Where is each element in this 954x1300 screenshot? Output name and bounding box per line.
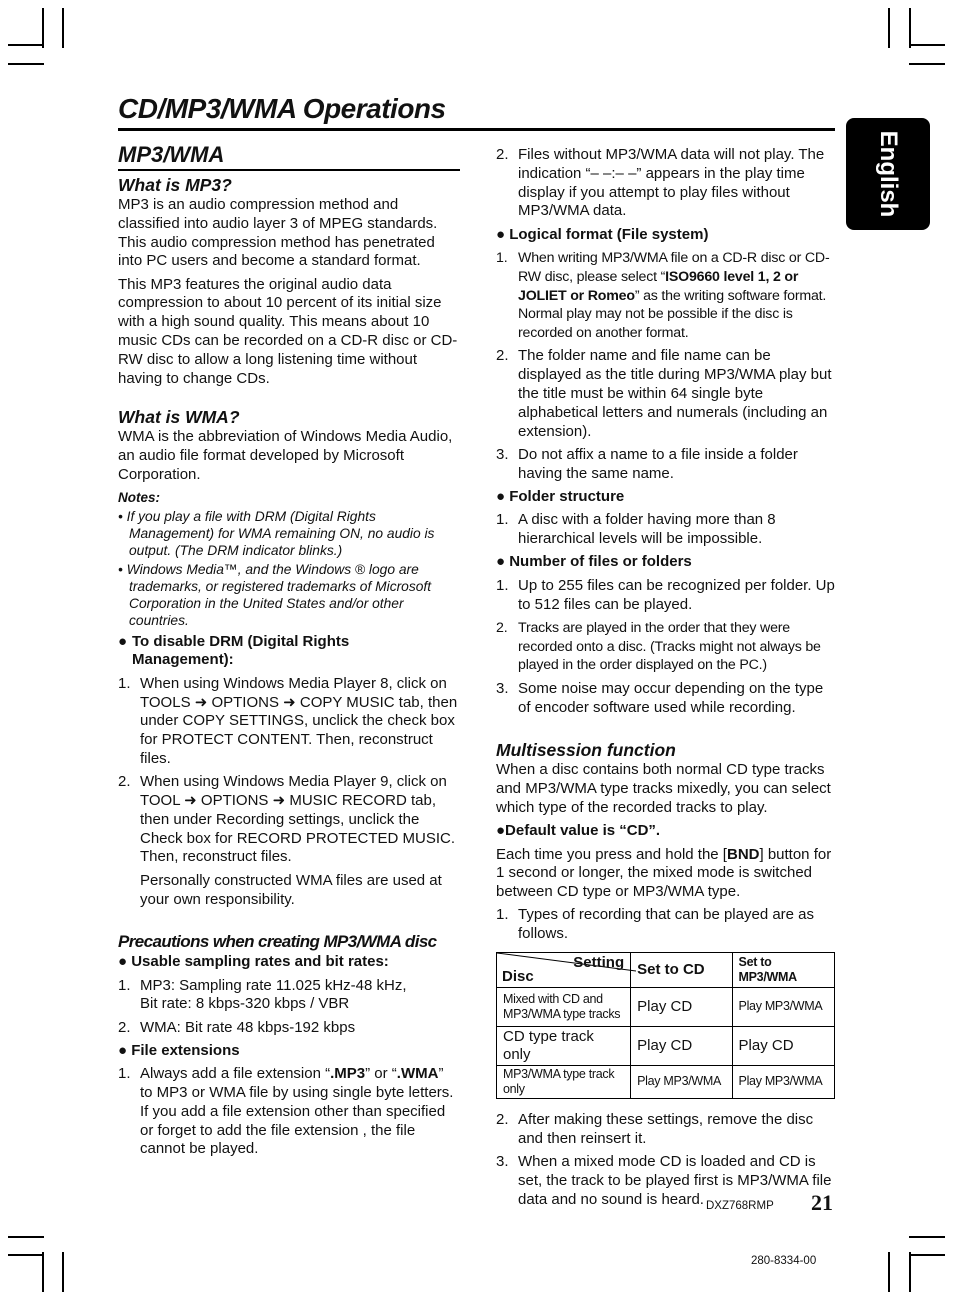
note-item: • Windows Media™, and the Windows ® logo are trademarks, or registered trademarks of Microsoft Corporation in the United States and/or other countries. — [118, 561, 432, 628]
list-text: ” or “ — [365, 1065, 397, 1083]
cell-cd: Play CD — [631, 987, 732, 1026]
note-item: • If you play a file with DRM (Digital Rights Management) for WMA remaining ON, no audio is output. (The DRM indicator blinks.) — [118, 508, 435, 558]
model-number: DXZ768RMP — [706, 1200, 774, 1212]
drm-heading — [118, 633, 460, 671]
list-number: 1. — [118, 1065, 131, 1083]
list-number: 3. — [496, 445, 509, 463]
list-text: Do not affix a name to a file inside a folder having the same name. — [518, 445, 798, 482]
list-text: Tracks are played in the order that they were recorded onto a disc. (Tracks might not always be played in the order displayed on the PC.) — [518, 619, 821, 674]
document-code: 280-8334-00 — [751, 1255, 817, 1267]
list-number: 1. — [496, 249, 508, 266]
list-text: Up to 255 files can be recognized per folder. Up to 512 files can be played. — [518, 576, 835, 613]
list-text: When writing MP3/WMA file on a CD-R disc or CD-RW disc, please select “ — [518, 249, 830, 285]
crop-mark — [909, 1254, 945, 1256]
cell-mp3: Play MP3/WMA — [732, 1065, 834, 1098]
crop-mark — [62, 1252, 64, 1292]
list-text: Always add a file extension “ — [140, 1065, 331, 1083]
list-number: 2. — [118, 773, 131, 791]
crop-mark — [909, 44, 945, 46]
notes-heading: Notes: — [118, 489, 161, 505]
list-text: When using Windows Media Player 9, click on TOOL ➜ OPTIONS ➜ MUSIC RECORD tab, then under Recording settings, unclick the Check box for RECORD PROTECTED MUSIC. Then, reconstruct files. — [140, 773, 456, 866]
row-label: Mixed with CD and MP3/WMA type tracks — [497, 987, 631, 1026]
list-item — [118, 675, 460, 769]
folder-structure-heading: ● Folder structure — [496, 488, 625, 506]
crop-mark — [8, 44, 44, 46]
page-title: CD/MP3/WMA Operations — [118, 93, 446, 124]
list-text: ” as the writing software format. Normal play may not be possible if the disc is recorded on another format. — [518, 287, 827, 342]
mp3-paragraph-2: This MP3 features the original audio data compression to about 10 percent of its initial size with a high sound quality. This means about 10 music CDs can be recorded on a CD-R disc or CD-RW disc to allow a long listening time without having to change CDs. — [118, 275, 458, 387]
table-header-row — [497, 952, 835, 987]
list-item — [496, 511, 836, 549]
list-item — [496, 249, 836, 343]
default-value: ●Default value is “CD”. — [496, 822, 661, 840]
mp3-paragraph-1: MP3 is an audio compression method and classified into audio layer 3 of MPEG standards. This audio compression method has penetrated into PC users and become a standard format. — [118, 196, 438, 270]
list-item — [496, 680, 836, 718]
extensions-heading: ● File extensions — [118, 1042, 240, 1059]
drm-heading-line2: Management): — [132, 651, 234, 669]
cell-cd: Play CD — [631, 1026, 732, 1065]
wma-extension: .WMA — [396, 1065, 439, 1083]
list-text: Types of recording that can be played are as follows. — [518, 906, 815, 943]
cell-mp3: Play CD — [732, 1026, 834, 1065]
crop-mark — [62, 8, 64, 48]
table-corner-cell — [497, 952, 631, 987]
cell-mp3: Play MP3/WMA — [732, 987, 834, 1026]
precautions-heading: Precautions when creating MP3/WMA disc — [118, 932, 437, 952]
bullet-icon: ● — [118, 632, 128, 650]
table-row — [497, 1026, 835, 1065]
list-text: MP3: Sampling rate 11.025 kHz-48 kHz, — [140, 976, 407, 994]
list-number: 2. — [496, 146, 509, 163]
list-item — [496, 1153, 836, 1209]
list-number: 1. — [118, 674, 131, 692]
column-header-cd: Set to CD — [631, 952, 732, 987]
number-of-files-heading: ● Number of files or folders — [496, 553, 692, 571]
bnd-text: ] button for 1 second or longer, the mixed mode is switched between CD type or MP3/WMA type. — [496, 845, 832, 901]
bnd-paragraph — [496, 846, 836, 902]
list-text: Bit rate: 8 kbps-320 kbps / VBR — [140, 995, 350, 1013]
list-number: 3. — [496, 1153, 509, 1171]
list-number: 2. — [496, 1110, 509, 1128]
drm-after-note: Personally constructed WMA files are used at your own responsibility. — [140, 871, 442, 908]
page-number: 21 — [811, 1190, 833, 1215]
header-disc: Disc — [502, 967, 534, 985]
list-item — [496, 906, 836, 944]
list-text: When a mixed mode CD is loaded and CD is set, the track to be played first is MP3/WMA file data and no sound is heard. — [518, 1153, 832, 1208]
list-text: ” to MP3 or WMA file by using single byte letters. If you add a file extension other than specified or forget to add the file extension , the file cannot be played. — [140, 1065, 454, 1158]
header-setting: Setting — [573, 953, 625, 971]
crop-mark — [42, 8, 44, 48]
list-item — [496, 619, 836, 675]
table-row — [497, 987, 835, 1026]
list-number: 3. — [496, 679, 509, 697]
language-tab — [846, 118, 930, 230]
logical-format-heading: ● Logical format (File system) — [496, 225, 709, 243]
list-text: After making these settings, remove the disc and then reinsert it. — [518, 1110, 814, 1147]
rates-heading: ● Usable sampling rates and bit rates: — [118, 953, 389, 971]
row-label: MP3/WMA type track only — [497, 1065, 631, 1098]
list-item — [118, 1019, 460, 1038]
list-number: 2. — [496, 347, 509, 365]
list-number: 1. — [496, 511, 509, 529]
list-item — [496, 577, 836, 615]
column-header-mp3: Set to MP3/WMA — [732, 952, 834, 987]
bnd-text: Each time you press and hold the [ — [496, 845, 727, 863]
list-item — [118, 977, 460, 1015]
list-number: 2. — [496, 619, 508, 636]
right-column — [496, 146, 836, 1209]
list-text: The folder name and file name can be displayed as the title during MP3/WMA play but the title must be within 64 single byte alphabetical letters and numerals (including an extension). — [518, 347, 832, 440]
crop-mark — [8, 1254, 44, 1256]
what-is-mp3-heading: What is MP3? — [118, 175, 232, 195]
list-item — [496, 347, 836, 441]
multisession-paragraph: When a disc contains both normal CD type tracks and MP3/WMA type tracks mixedly, you can select which type of the recorded tracks to play. — [496, 761, 831, 816]
list-number: 1. — [118, 976, 131, 994]
list-item — [496, 1111, 836, 1149]
drm-heading-line1: To disable DRM (Digital Rights — [132, 632, 350, 650]
list-text: When using Windows Media Player 8, click on TOOLS ➜ OPTIONS ➜ COPY MUSIC tab, then under COPY SETTINGS, unclick the check box for PROTECT CONTENT. Then, reconstruct files. — [140, 674, 458, 767]
section-rule — [118, 169, 460, 171]
crop-mark — [888, 1252, 890, 1292]
title-rule — [118, 128, 835, 131]
playback-mode-table — [496, 952, 835, 1099]
wma-paragraph: WMA is the abbreviation of Windows Media Audio, an audio file format developed by Microsoft Corporation. — [118, 428, 453, 484]
section-title: MP3/WMA — [118, 142, 225, 167]
list-text: Some noise may occur depending on the type of encoder software used while recording. — [518, 679, 824, 716]
language-tab-label: English — [875, 130, 902, 218]
mp3-extension: .MP3 — [330, 1065, 366, 1083]
list-number: 1. — [496, 576, 509, 594]
list-text: A disc with a folder having more than 8 hierarchical levels will be impossible. — [518, 511, 776, 548]
format-names: ISO9660 level 1, 2 or JOLIET or Romeo — [518, 268, 799, 304]
crop-mark — [8, 63, 44, 65]
crop-mark — [909, 1252, 911, 1292]
list-text: Files without MP3/WMA data will not play. The indication “– –:– –” appears in the play time display if you attempt to play files without MP3/WMA data. — [518, 146, 825, 220]
crop-mark — [42, 1252, 44, 1292]
crop-mark — [909, 1236, 945, 1238]
crop-mark — [888, 8, 890, 48]
cell-cd: Play MP3/WMA — [631, 1065, 732, 1098]
crop-mark — [909, 8, 911, 48]
crop-mark — [909, 63, 945, 65]
crop-mark — [8, 1236, 44, 1238]
list-item — [496, 146, 836, 221]
left-column — [118, 142, 460, 1159]
what-is-wma-heading: What is WMA? — [118, 407, 240, 428]
multisession-heading: Multisession function — [496, 740, 676, 761]
list-item — [496, 446, 836, 484]
list-text: WMA: Bit rate 48 kbps-192 kbps — [140, 1018, 356, 1036]
list-item — [118, 773, 460, 867]
row-label: CD type track only — [497, 1026, 631, 1065]
table-row — [497, 1065, 835, 1098]
list-number: 2. — [118, 1018, 131, 1036]
list-item — [118, 1065, 460, 1159]
bnd-button-label: BND — [726, 845, 760, 863]
list-number: 1. — [496, 906, 509, 924]
